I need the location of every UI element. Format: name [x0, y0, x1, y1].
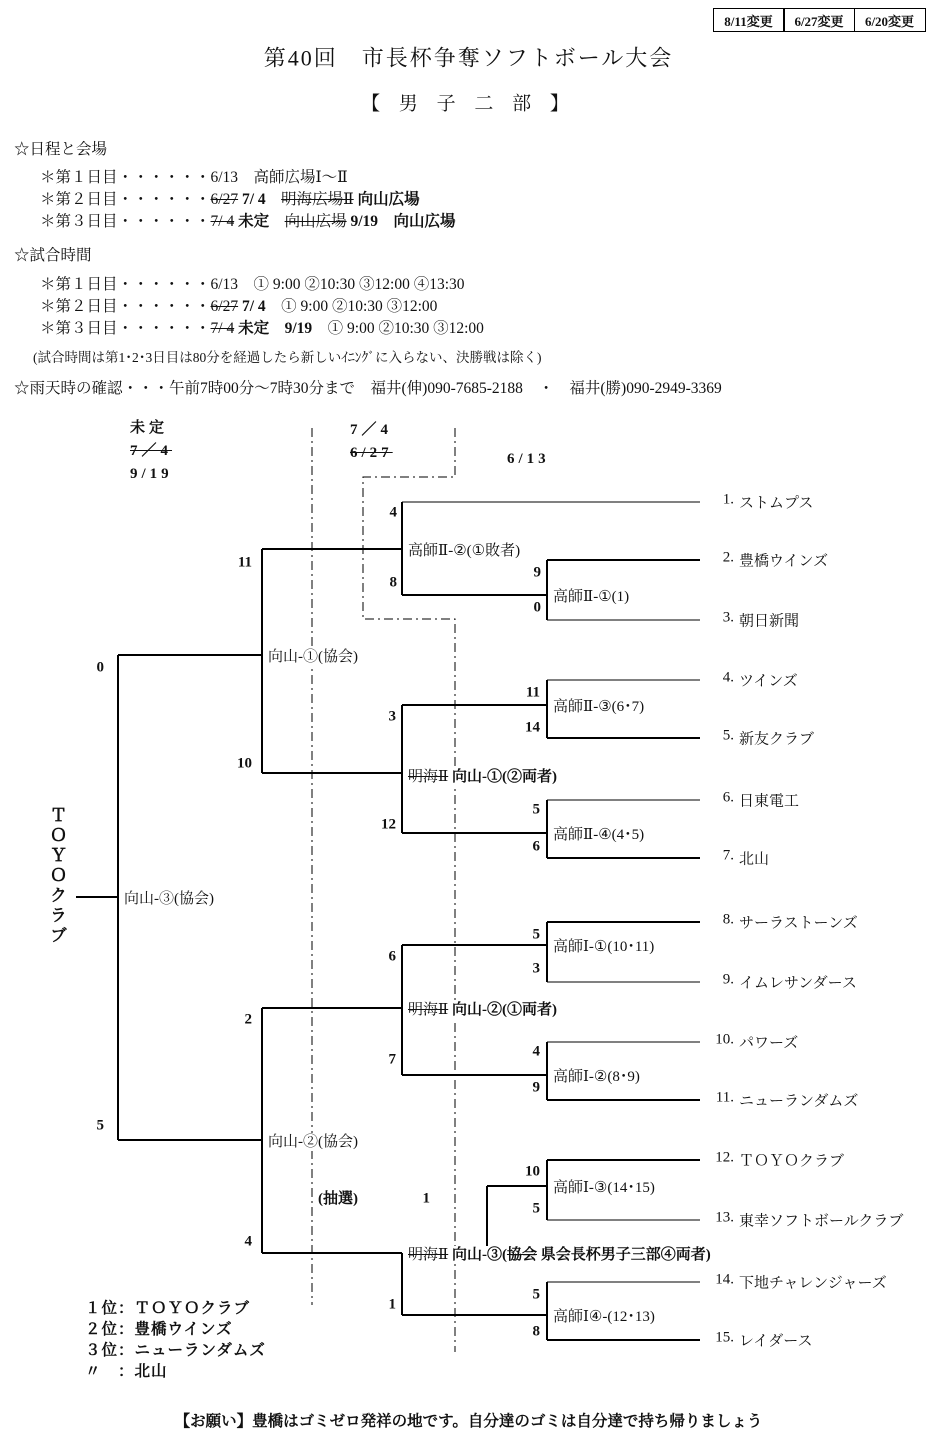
match-score: 5: [96, 1117, 104, 1134]
text-segment: 6/27: [210, 191, 239, 208]
round-date-header-3: [507, 448, 550, 471]
match-score: 6: [388, 948, 396, 965]
text-segment: 高師Ⅰ④-(12･13): [553, 1309, 655, 1325]
team-name: 下地チャレンジャーズ: [739, 1275, 887, 1292]
match-score: 2: [244, 1011, 252, 1028]
team-entry-15: [708, 1330, 813, 1351]
team-entry-10: [708, 1032, 798, 1053]
round-divider-line: [363, 428, 455, 1352]
team-entry-5: [708, 728, 814, 749]
text-segment: 向山-②(①両者): [451, 1002, 557, 1018]
ranking-line-4: 〃 ：北山: [85, 1363, 168, 1380]
team-name: パワーズ: [739, 1035, 799, 1052]
footer-notice: 【お願い】豊橋はゴミゼロ発祥の地です。自分達のゴミは自分達で持ち帰りましょう: [174, 1413, 763, 1430]
team-name: 北山: [739, 851, 770, 868]
team-seed: 2.: [722, 549, 734, 566]
info-line-10: [14, 376, 722, 398]
team-entry-12: [708, 1150, 844, 1171]
match-score: 5: [532, 1286, 540, 1303]
match-score: 1: [422, 1190, 430, 1207]
revision-boxes: [714, 8, 926, 32]
text-segment: 7／4: [130, 443, 173, 459]
text-segment: 向山-①(協会): [268, 649, 358, 665]
text-segment: 7/ 4: [210, 213, 235, 230]
team-seed: 5.: [722, 727, 734, 744]
round-date-line: [130, 440, 173, 463]
match-label-12: [266, 648, 360, 666]
match-label-7: [406, 1001, 559, 1019]
text-segment: 県会長杯男子三部④両者): [536, 1247, 711, 1263]
text-segment: ☆試合時間: [14, 247, 92, 264]
text-segment: 高師Ⅱ-②(①敗者): [408, 543, 521, 559]
team-name: イムレサンダース: [739, 975, 857, 992]
team-entry-9: [708, 972, 857, 993]
match-label-10: [406, 1246, 713, 1264]
text-segment: 協会: [506, 1247, 537, 1263]
team-name: 日東電工: [739, 793, 800, 810]
round-date-line: [350, 442, 393, 465]
team-entry-3: [708, 610, 799, 631]
match-label-8: [551, 1068, 642, 1086]
text-segment: (抽選): [318, 1191, 358, 1207]
team-seed: 6.: [722, 789, 734, 806]
match-score: 5: [532, 801, 540, 818]
team-seed: 14.: [715, 1271, 734, 1288]
match-label-9: [551, 1179, 657, 1197]
text-segment: [269, 213, 285, 230]
match-score: 14: [525, 719, 540, 736]
team-name: ＴＯＹＯクラブ: [739, 1153, 845, 1170]
round-date-line: [350, 419, 393, 442]
match-score: 6: [532, 838, 540, 855]
text-segment: 9/19 向山広場: [350, 213, 456, 230]
match-score: 10: [237, 755, 252, 772]
text-segment: ＊第２日目・・・・・・: [40, 298, 211, 315]
info-line-3: [40, 187, 420, 209]
team-entry-8: [708, 912, 858, 933]
round-date-line: [507, 448, 550, 471]
team-seed: 1.: [722, 491, 734, 508]
match-label-2: [551, 588, 631, 606]
team-seed: 9.: [722, 971, 734, 988]
team-entry-7: [708, 848, 769, 869]
team-name: ストムプス: [739, 495, 814, 512]
text-segment: ① 9:00 ②10:30 ③12:00: [312, 320, 484, 337]
team-seed: 12.: [715, 1149, 734, 1166]
info-line-4: [40, 209, 456, 231]
team-name: ニューランダムズ: [739, 1093, 859, 1110]
text-segment: ＊第２日目・・・・・・: [40, 191, 211, 208]
text-segment: ① 9:00 ②10:30 ③12:00: [265, 298, 438, 315]
revision-badge-3: 6/20変更: [854, 8, 926, 32]
round-date-line: [130, 463, 173, 486]
text-segment: ☆日程と会場: [14, 141, 108, 158]
match-score: 9: [532, 1079, 540, 1096]
match-label-13: [266, 1133, 360, 1151]
match-score: 0: [96, 659, 104, 676]
text-segment: 高師Ⅰ-①(10･11): [553, 939, 655, 955]
team-entry-11: [708, 1090, 858, 1111]
match-score: 9: [533, 564, 541, 581]
team-name: 豊橋ウインズ: [739, 553, 829, 570]
text-segment: (試合時間は第1･2･3日目は80分を経過したら新しいｲﾆﾝｸﾞに入らない、決勝戦は除く): [33, 350, 542, 365]
text-segment: ＊第３日目・・・・・・: [40, 213, 211, 230]
ranking-line-1: １位：ＴＯＹＯクラブ: [85, 1300, 251, 1317]
match-score: 8: [532, 1323, 540, 1340]
text-segment: 向山-①(②両者): [451, 769, 557, 785]
team-name: レイダース: [739, 1333, 813, 1350]
match-score: 3: [388, 708, 396, 725]
match-score: 8: [389, 574, 397, 591]
text-segment: 高師Ⅰ-②(8･9): [553, 1069, 640, 1085]
match-score: 1: [388, 1296, 396, 1313]
page-subtitle: 【 男 子 二 部 】: [361, 93, 576, 115]
team-name: サーラストーンズ: [739, 915, 858, 932]
info-line-2: [40, 165, 348, 187]
text-segment: ＊第１日目・・・・・・6/13 高師広場Ⅰ～Ⅱ: [40, 169, 348, 186]
text-segment: 7／4: [350, 422, 393, 438]
match-label-5: [551, 826, 646, 844]
match-score: 4: [244, 1233, 252, 1250]
text-segment: 向山-②(協会): [268, 1134, 358, 1150]
text-segment: 向山-③(協会): [124, 891, 214, 907]
text-segment: 未定: [238, 213, 270, 230]
info-line-1: [14, 137, 107, 159]
ranking-line-2: ２位：豊橋ウインズ: [85, 1321, 233, 1338]
match-score: 11: [525, 684, 540, 701]
text-segment: 向山広場: [357, 191, 420, 208]
team-seed: 4.: [722, 669, 734, 686]
text-segment: 明海広場Ⅱ: [281, 191, 354, 208]
text-segment: 6/27: [350, 445, 393, 461]
info-line-8: [40, 316, 484, 338]
text-segment: ＊第３日目・・・・・・: [40, 320, 211, 337]
team-seed: 7.: [722, 847, 734, 864]
info-line-7: [40, 294, 437, 316]
champion-name: ＴＯＹＯクラブ: [47, 806, 66, 946]
text-segment: 9/19: [130, 466, 173, 482]
team-name: 朝日新聞: [739, 613, 800, 630]
team-seed: 15.: [715, 1329, 734, 1346]
round-date-header-1: [130, 417, 173, 486]
text-segment: 明海Ⅱ: [408, 1247, 449, 1263]
text-segment: 未定 9/19: [238, 320, 313, 337]
match-score: 5: [532, 1200, 540, 1217]
text-segment: 7/ 4: [210, 320, 235, 337]
info-line-5: [14, 243, 92, 265]
match-score: 5: [532, 926, 540, 943]
team-seed: 8.: [722, 911, 734, 928]
revision-badge-1: 8/11変更: [713, 8, 785, 32]
match-label-15: [316, 1190, 360, 1208]
match-score: 4: [532, 1043, 540, 1060]
team-seed: 13.: [715, 1209, 734, 1226]
match-score: 7: [388, 1051, 396, 1068]
match-score: 0: [533, 599, 541, 616]
text-segment: 明海Ⅱ: [408, 1002, 449, 1018]
match-label-1: [406, 542, 522, 560]
team-seed: 10.: [715, 1031, 734, 1048]
match-label-6: [551, 938, 656, 956]
round-date-line: [130, 417, 173, 440]
team-seed: 11.: [715, 1089, 734, 1106]
team-seed: 3.: [722, 609, 734, 626]
match-label-3: [551, 698, 646, 716]
team-name: 新友クラブ: [739, 731, 815, 748]
info-line-9: [33, 346, 542, 366]
team-entry-4: [708, 670, 798, 691]
team-entry-6: [708, 790, 799, 811]
page-title: 第40回 市長杯争奪ソフトボール大会: [263, 45, 674, 71]
text-segment: ☆雨天時の確認・・・午前7時00分～7時30分まで 福井(伸)090-7685-2188 ・ 福井(勝)090-2949-3369: [14, 380, 722, 397]
team-entry-13: [708, 1210, 903, 1231]
match-score: 4: [389, 504, 397, 521]
text-segment: 明海Ⅱ: [408, 769, 449, 785]
match-label-4: [406, 768, 559, 786]
text-segment: 未定: [130, 420, 169, 436]
text-segment: 高師Ⅱ-④(4･5): [553, 827, 645, 843]
revision-badge-2: 6/27変更: [783, 8, 855, 32]
text-segment: 7/ 4: [241, 298, 266, 315]
text-segment: 高師Ⅰ-③(14･15): [553, 1180, 655, 1196]
team-name: 東幸ソフトボールクラブ: [739, 1213, 904, 1230]
text-segment: ＊第１日目・・・・・・6/13 ① 9:00 ②10:30 ③12:00 ④13:30: [40, 276, 465, 293]
team-entry-1: [708, 492, 813, 513]
text-segment: 高師Ⅱ-③(6･7): [553, 699, 645, 715]
team-name: ツインズ: [739, 673, 798, 690]
text-segment: 6/13: [507, 451, 550, 467]
text-segment: 向山-③(: [451, 1247, 507, 1263]
ranking-line-3: ３位：ニューランダムズ: [85, 1342, 266, 1359]
text-segment: 向山広場: [284, 213, 347, 230]
match-score: 11: [237, 554, 252, 571]
team-entry-2: [708, 550, 828, 571]
match-label-11: [551, 1308, 657, 1326]
info-line-6: [40, 272, 465, 294]
text-segment: 6/27: [210, 298, 239, 315]
text-segment: [266, 191, 282, 208]
match-score: 10: [525, 1163, 540, 1180]
match-score: 3: [532, 960, 540, 977]
match-label-14: [122, 890, 216, 908]
round-date-header-2: [350, 419, 393, 465]
team-entry-14: [708, 1272, 887, 1293]
text-segment: 高師Ⅱ-①(1): [553, 589, 630, 605]
match-score: 12: [381, 816, 396, 833]
text-segment: 7/ 4: [241, 191, 266, 208]
